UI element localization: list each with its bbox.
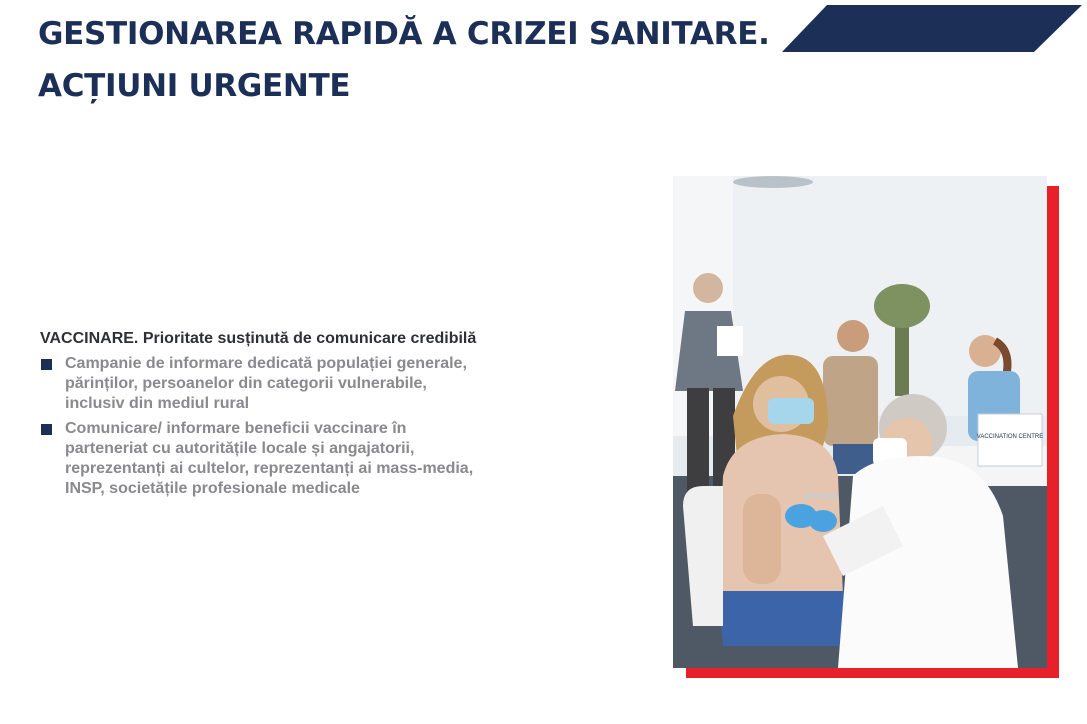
bullet-text: Campanie de informare dedicată populației generale, părinților, persoanelor din categorii vulnerabile, inclusiv din mediul rural bbox=[65, 355, 467, 412]
bullet-text: Comunicare/ informare beneficii vaccinare în parteneriat cu autoritățile locale și angajatorii, reprezentanți ai cultelor, reprezentanți ai mass-media, INSP, societățile profesionale medicale bbox=[65, 420, 474, 497]
square-bullet-icon bbox=[41, 359, 52, 370]
bullet-item bbox=[40, 354, 485, 414]
content-block bbox=[40, 329, 485, 504]
section-title: VACCINARE. Prioritate susținută de comunicare credibilă bbox=[40, 330, 477, 347]
square-bullet-icon bbox=[41, 424, 52, 435]
vaccination-scene-illustration bbox=[673, 176, 1047, 668]
bullet-list bbox=[40, 354, 485, 499]
title-accent-bar bbox=[782, 5, 1082, 52]
bullet-item bbox=[40, 419, 485, 499]
vaccination-sign-text: VACCINATION CENTRE bbox=[976, 434, 1044, 440]
vaccination-photo bbox=[673, 176, 1047, 668]
title-line-2: ACȚIUNI URGENTE bbox=[38, 68, 351, 104]
title-line-1: GESTIONAREA RAPIDĂ A CRIZEI SANITARE. bbox=[38, 16, 770, 52]
page-title bbox=[38, 8, 798, 112]
